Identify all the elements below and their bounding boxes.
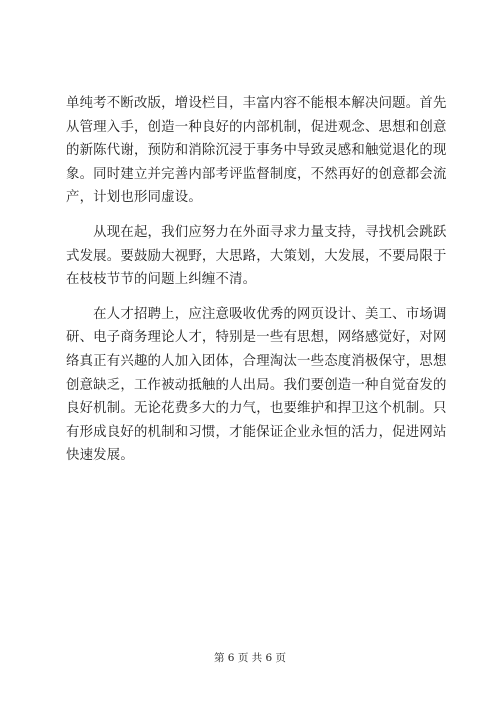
text-line: 式发展。要鼓励大视野，大思路，大策划，大发展，不要局限于 bbox=[66, 248, 447, 264]
page-footer bbox=[0, 651, 500, 665]
text-line: 象。同时建立并完善内部考评监督制度，不然再好的创意都会流 bbox=[66, 166, 447, 182]
paragraph-1 bbox=[66, 92, 447, 210]
text-line: 从现在起，我们应努力在外面寻求力量支持，寻找机会跳跃 bbox=[66, 224, 447, 240]
text-line: 的新陈代谢，预防和消除沉浸于事务中导致灵感和触觉退化的现 bbox=[66, 143, 447, 159]
paragraph-2 bbox=[66, 221, 447, 292]
text-line: 单纯考不断改版，增设栏目，丰富内容不能根本解决问题。首先 bbox=[66, 96, 447, 111]
text-line: 创意缺乏，工作被动抵触的人出局。我们要创造一种自觉奋发的 bbox=[66, 377, 447, 393]
body-text bbox=[66, 92, 447, 468]
page-number: 第 6 页 共 6 页 bbox=[213, 652, 287, 664]
paragraph-gap bbox=[66, 292, 440, 303]
text-line: 络真正有兴趣的人加入团体，合理淘汰一些态度消极保守，思想 bbox=[66, 353, 447, 369]
text-line: 有形成良好的机制和习惯，才能保证企业永恒的活力，促进网站 bbox=[66, 424, 447, 440]
paragraph-3 bbox=[66, 303, 447, 468]
paragraph-gap bbox=[66, 210, 440, 221]
text-line: 良好机制。无论花费多大的力气，也要维护和捍卫这个机制。只 bbox=[66, 401, 447, 417]
text-line: 在人才招聘上，应注意吸收优秀的网页设计、美工、市场调 bbox=[66, 306, 447, 322]
text-line: 研、电子商务理论人才，特别是一些有思想，网络感觉好，对网 bbox=[66, 330, 447, 346]
text-line: 快速发展。 bbox=[66, 448, 134, 464]
text-line: 在枝枝节节的问题上纠缠不清。 bbox=[66, 272, 257, 288]
text-line: 从管理入手，创造一种良好的内部机制，促进观念、思想和创意 bbox=[66, 119, 447, 135]
text-line: 产，计划也形同虚设。 bbox=[66, 190, 202, 206]
